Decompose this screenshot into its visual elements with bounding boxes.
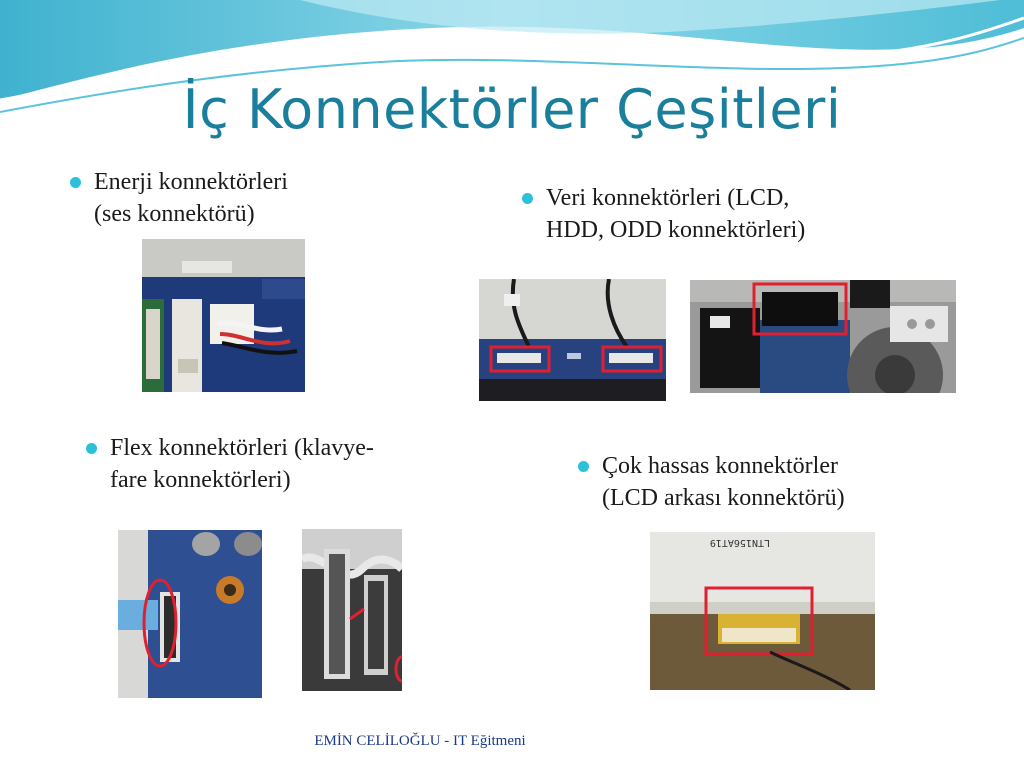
power-connector-photo xyxy=(142,239,305,392)
bullet-dot-icon xyxy=(86,443,97,454)
lcd-model-label: LTN156AT19 xyxy=(709,537,770,548)
bullet-text-line1: Enerji konnektörleri xyxy=(94,169,288,195)
data-connectors-photo-1 xyxy=(479,279,666,401)
bullet-dot-icon xyxy=(522,193,533,204)
flex-connector-photo-1 xyxy=(118,530,262,698)
bullet-text-line1: Flex konnektörleri (klavye- xyxy=(110,435,374,461)
bullet-sensitive-connectors xyxy=(602,450,845,514)
bullet-text-line2: fare konnektörleri) xyxy=(110,467,291,493)
bullet-text-line2: (LCD arkası konnektörü) xyxy=(602,485,845,511)
slide-title: İç Konnektörler Çeşitleri xyxy=(182,78,842,141)
bullet-flex-connectors xyxy=(110,432,374,496)
bullet-text-line1: Çok hassas konnektörler xyxy=(602,453,838,479)
bullet-dot-icon xyxy=(578,461,589,472)
bullet-text-line2: HDD, ODD konnektörleri) xyxy=(546,217,806,243)
data-connectors-photo-2 xyxy=(690,280,956,393)
slide-footer: EMİN CELİLOĞLU - IT Eğitmeni xyxy=(314,733,526,749)
bullet-power-connectors xyxy=(94,166,288,230)
flex-connector-photo-2 xyxy=(302,529,402,691)
lcd-connector-photo xyxy=(650,532,875,690)
bullet-dot-icon xyxy=(70,177,81,188)
bullet-text-line2: (ses konnektörü) xyxy=(94,201,255,227)
bullet-data-connectors xyxy=(546,182,805,246)
bullet-text-line1: Veri konnektörleri (LCD, xyxy=(546,185,790,211)
